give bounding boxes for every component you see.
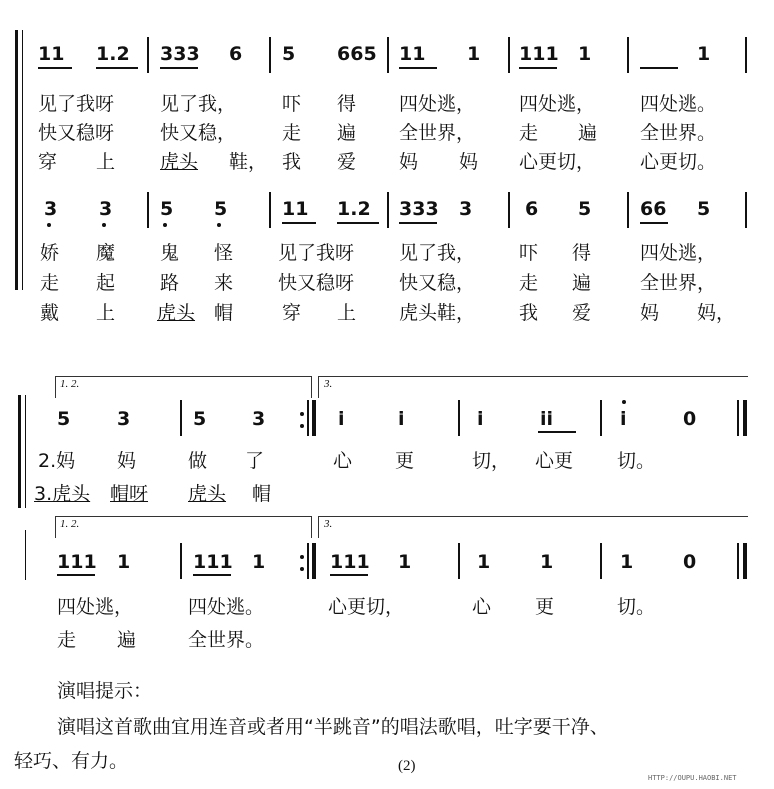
lyric: 四处逃， — [519, 93, 596, 115]
note: ii — [540, 408, 554, 430]
lyric: 爱 — [337, 151, 357, 173]
note: 5 — [282, 43, 296, 65]
lyric: 走 — [519, 122, 539, 144]
lyric: 全世界， — [640, 272, 717, 294]
system-bracket-line — [22, 190, 23, 290]
note: 11 — [282, 198, 309, 220]
note: 0 — [683, 551, 697, 573]
note: 665 — [337, 43, 377, 65]
lyric: 心 — [333, 450, 353, 472]
lyric: 心 — [472, 596, 492, 618]
tips-line-1: 演唱这首歌曲宜用连音或者用“半跳音”的唱法歌唱，吐字要干净、 — [57, 716, 609, 738]
final-barline — [743, 400, 747, 436]
note: 0 — [683, 408, 697, 430]
lyric: 得 — [337, 93, 357, 115]
note: i — [477, 408, 484, 430]
lyric: 心更 — [535, 450, 574, 472]
lyric: 穿 — [282, 302, 302, 324]
note: 3 — [252, 408, 266, 430]
barline — [387, 192, 389, 228]
note: 1 — [578, 43, 592, 65]
note: 1 — [117, 551, 131, 573]
lyric: 心更切， — [519, 151, 596, 173]
barline — [627, 37, 629, 73]
barline — [737, 543, 739, 579]
lyric: 虎头 — [157, 302, 196, 324]
barline — [269, 192, 271, 228]
barline — [458, 400, 460, 436]
lyric: 爱 — [572, 302, 592, 324]
system-bracket — [15, 30, 18, 190]
note: 5 — [160, 198, 174, 220]
lyric: 魔 — [96, 242, 116, 264]
lyric: 心更切。 — [640, 151, 717, 173]
lyric: 见了我， — [160, 93, 237, 115]
lyric: 鬼 — [160, 242, 180, 264]
lyric: 帽 — [252, 483, 272, 505]
note: 1.2 — [337, 198, 371, 220]
barline — [458, 543, 460, 579]
lyric: 帽呀 — [110, 483, 149, 505]
lyric: 四处逃， — [57, 596, 134, 618]
lyric: 见了我呀 — [278, 242, 355, 264]
lyric: 快又稳， — [160, 122, 237, 144]
system-bracket — [15, 190, 18, 290]
lyric: 2.妈 — [38, 450, 76, 472]
barline — [307, 400, 309, 436]
lyric: 来 — [214, 272, 234, 294]
barline — [508, 192, 510, 228]
lyric: 更 — [535, 596, 555, 618]
lyric: 见了我呀 — [38, 93, 115, 115]
lyric: 四处逃。 — [640, 93, 717, 115]
lyric: 走 — [40, 272, 60, 294]
lyric: 切。 — [617, 596, 656, 618]
system-bracket-line — [22, 30, 23, 190]
barline — [600, 400, 602, 436]
lyric: 虎头 — [160, 151, 199, 173]
lyric: 切， — [472, 450, 511, 472]
repeat-end — [312, 543, 316, 579]
volta-3: 3. — [324, 518, 333, 530]
lyric: 妈 — [399, 151, 419, 173]
lyric: 走 — [282, 122, 302, 144]
lyric: 快又稳呀 — [278, 272, 355, 294]
lyric: 吓 — [282, 93, 302, 115]
lyric: 心更切， — [328, 596, 405, 618]
note: 5 — [214, 198, 228, 220]
barline — [737, 400, 739, 436]
note: 111 — [193, 551, 233, 573]
note: 1 — [540, 551, 554, 573]
lyric: 走 — [519, 272, 539, 294]
lyric: 吓 — [519, 242, 539, 264]
lyric: 走 — [57, 629, 77, 651]
lyric: 起 — [96, 272, 116, 294]
lyric: 遍 — [578, 122, 598, 144]
barline — [180, 543, 182, 579]
note: 11 — [399, 43, 426, 65]
system-bracket-line — [25, 530, 26, 580]
note: 5 — [193, 408, 207, 430]
lyric: 上 — [96, 151, 116, 173]
note: 6 — [229, 43, 243, 65]
lyric: 我 — [282, 151, 302, 173]
note: i — [338, 408, 345, 430]
barline — [307, 543, 309, 579]
lyric: 虎头 — [188, 483, 227, 505]
note: i — [620, 408, 627, 430]
note: 3 — [44, 198, 58, 220]
lyric: 路 — [160, 272, 180, 294]
volta-1-2: 1. 2. — [60, 518, 80, 530]
lyric: 上 — [337, 302, 357, 324]
lyric: 娇 — [40, 242, 60, 264]
system-bracket-line — [25, 395, 26, 508]
note: 5 — [697, 198, 711, 220]
lyric: 做 — [188, 450, 208, 472]
lyric: 快又稳呀 — [38, 122, 115, 144]
note: 1 — [252, 551, 266, 573]
lyric: 我 — [519, 302, 539, 324]
repeat-end — [312, 400, 316, 436]
lyric: 遍 — [572, 272, 592, 294]
note: 11 — [38, 43, 65, 65]
lyric: 虎头鞋， — [399, 302, 476, 324]
lyric: 快又稳， — [399, 272, 476, 294]
lyric: 更 — [395, 450, 415, 472]
note: 1.2 — [96, 43, 130, 65]
tips-line-2: 轻巧、有力。 — [14, 750, 129, 772]
note: 333 — [399, 198, 439, 220]
lyric: 四处逃， — [640, 242, 717, 264]
lyric: 了 — [245, 450, 265, 472]
note: 3 — [117, 408, 131, 430]
lyric: 怪 — [214, 242, 234, 264]
system-bracket — [18, 395, 21, 508]
note: 3 — [459, 198, 473, 220]
lyric: 全世界。 — [188, 629, 265, 651]
lyric: 穿 — [38, 151, 58, 173]
note: 3 — [99, 198, 113, 220]
barline — [269, 37, 271, 73]
lyric: 妈 — [640, 302, 660, 324]
barline — [745, 37, 747, 73]
final-barline — [743, 543, 747, 579]
note: 1 — [620, 551, 634, 573]
note: 1 — [398, 551, 412, 573]
lyric: 鞋， — [229, 151, 268, 173]
note: 111 — [57, 551, 97, 573]
lyric: 妈 — [117, 450, 137, 472]
lyric: 妈 — [459, 151, 479, 173]
lyric: 3.虎头 — [34, 483, 91, 505]
lyric: 全世界。 — [640, 122, 717, 144]
volta-3: 3. — [324, 378, 333, 390]
lyric: 帽 — [214, 302, 234, 324]
barline — [147, 192, 149, 228]
note: 5 — [578, 198, 592, 220]
note: 111 — [330, 551, 370, 573]
lyric: 遍 — [117, 629, 137, 651]
lyric: 全世界， — [399, 122, 476, 144]
page-number: (2) — [398, 758, 416, 774]
note: 5 — [57, 408, 71, 430]
watermark: HTTP://OUPU.HAOBI.NET — [648, 774, 737, 782]
lyric: 见了我， — [399, 242, 476, 264]
barline — [745, 192, 747, 228]
lyric: 四处逃， — [399, 93, 476, 115]
lyric: 得 — [572, 242, 592, 264]
note: i — [398, 408, 405, 430]
volta-1-2: 1. 2. — [60, 378, 80, 390]
barline — [147, 37, 149, 73]
lyric: 上 — [96, 302, 116, 324]
note: 1 — [697, 43, 711, 65]
barline — [387, 37, 389, 73]
lyric: 切。 — [617, 450, 656, 472]
lyric: 戴 — [40, 302, 60, 324]
note: 333 — [160, 43, 200, 65]
barline — [508, 37, 510, 73]
barline — [627, 192, 629, 228]
barline — [180, 400, 182, 436]
lyric: 四处逃。 — [188, 596, 265, 618]
note: 1 — [477, 551, 491, 573]
lyric: 遍 — [337, 122, 357, 144]
tips-heading: 演唱提示： — [57, 680, 153, 702]
note: 111 — [519, 43, 559, 65]
barline — [600, 543, 602, 579]
note: 6 — [525, 198, 539, 220]
note: 66 — [640, 198, 667, 220]
note: 1 — [467, 43, 481, 65]
lyric: 妈， — [697, 302, 736, 324]
